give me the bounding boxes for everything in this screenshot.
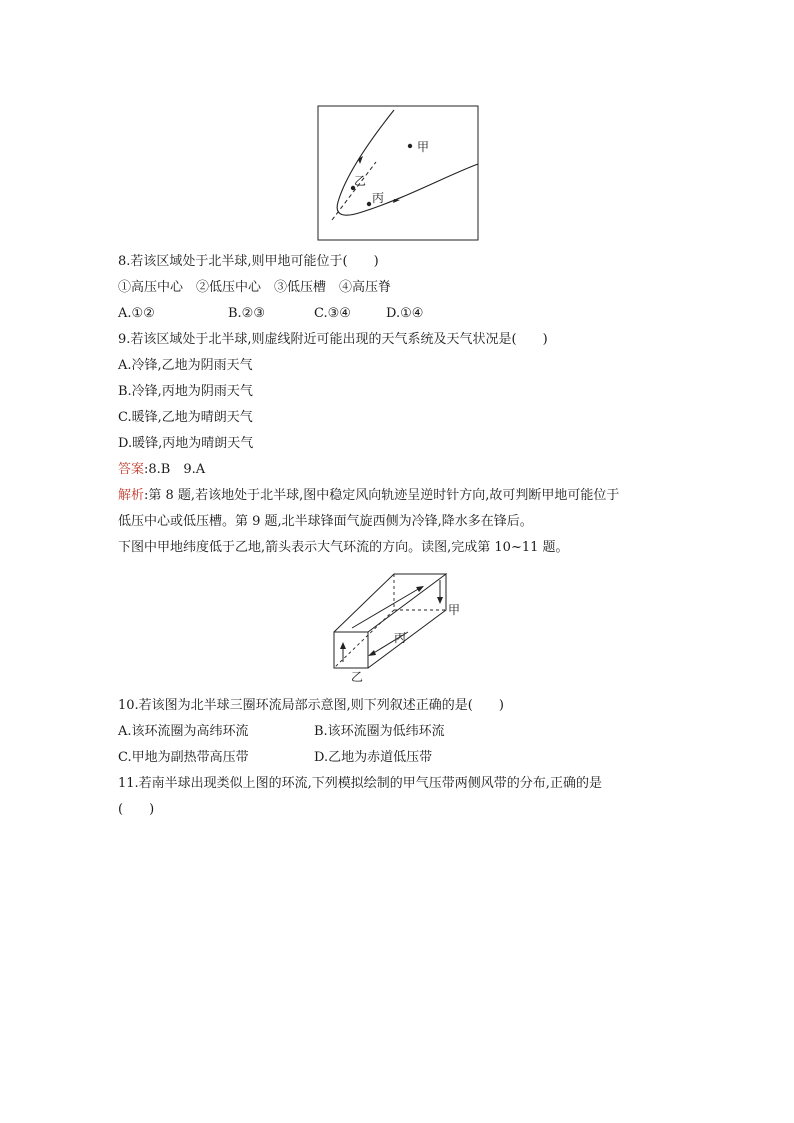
intro-10-11: 下图中甲地纬度低于乙地,箭头表示大气环流的方向。读图,完成第 10~11 题。 [118, 540, 569, 555]
front-dashed-line [332, 162, 376, 220]
q9-option-d: D.暖锋,丙地为晴朗天气 [118, 436, 254, 451]
figure-1-frame [318, 106, 478, 240]
label-yi: 乙 [354, 174, 367, 188]
q10-option-c: C.甲地为副热带高压带 [118, 750, 249, 765]
ascending-arrow-head [340, 642, 346, 649]
box-top-edges [334, 574, 446, 632]
q8-option-b: B.②③ [228, 306, 265, 321]
label-jia: 甲 [417, 140, 430, 154]
q8-option-a: A.①② [118, 306, 155, 321]
box-front-face [334, 632, 368, 668]
figure-2-circulation-box [326, 570, 472, 684]
figure-1-wind-diagram [316, 104, 480, 242]
wind-trajectory-curve [337, 110, 478, 215]
point-bing-dot [367, 202, 371, 206]
q11-paren: ( ) [118, 802, 155, 817]
q10-stem: 10.若该图为北半球三圈环流局部示意图,则下列叙述正确的是( ) [118, 698, 504, 713]
q10-option-a: A.该环流圈为高纬环流 [118, 724, 249, 739]
descending-arrow-head [437, 597, 443, 604]
upper-flow-arrow-line [352, 588, 420, 628]
q9-option-a: A.冷锋,乙地为阴雨天气 [118, 358, 253, 373]
q10-option-b: B.该环流圈为低纬环流 [314, 724, 445, 739]
analysis-label: 解析 [118, 488, 145, 503]
lower-flow-arrow-head [368, 650, 376, 656]
q9-option-b: B.冷锋,丙地为阴雨天气 [118, 384, 253, 399]
label-yi-2: 乙 [351, 670, 364, 684]
analysis-text-1: :第 8 题,若该地处于北半球,图中稳定风向轨迹呈逆时针方向,故可判断甲地可能位于 [144, 488, 620, 503]
q8-stem: 8.若该区域处于北半球,则甲地可能位于( ) [118, 254, 379, 269]
q10-option-d: D.乙地为赤道低压带 [314, 750, 433, 765]
answer-text: :8.B 9.A [144, 462, 206, 477]
q8-option-c: C.③④ [314, 306, 351, 321]
q8-option-d: D.①④ [386, 306, 424, 321]
q9-stem: 9.若该区域处于北半球,则虚线附近可能出现的天气系统及天气状况是( ) [118, 332, 548, 347]
analysis-line-2: 低压中心或低压槽。第 9 题,北半球锋面气旋西侧为冷锋,降水多在锋后。 [118, 514, 533, 529]
trajectory-arrow-lower [393, 199, 400, 203]
answer-label: 答案 [118, 462, 145, 477]
label-bing: 丙 [372, 191, 385, 205]
q11-stem: 11.若南半球出现类似上图的环流,下列模拟绘制的甲气压带两侧风带的分布,正确的是 [118, 776, 602, 791]
label-jia-2: 甲 [448, 603, 461, 617]
q9-option-c: C.暖锋,乙地为晴朗天气 [118, 410, 253, 425]
answer-line [118, 462, 205, 478]
analysis-line-1 [118, 488, 619, 504]
q8-items: ①高压中心 ②低压中心 ③低压槽 ④高压脊 [118, 280, 392, 295]
label-bing-2: 丙 [394, 631, 407, 645]
point-jia-dot [408, 144, 412, 148]
